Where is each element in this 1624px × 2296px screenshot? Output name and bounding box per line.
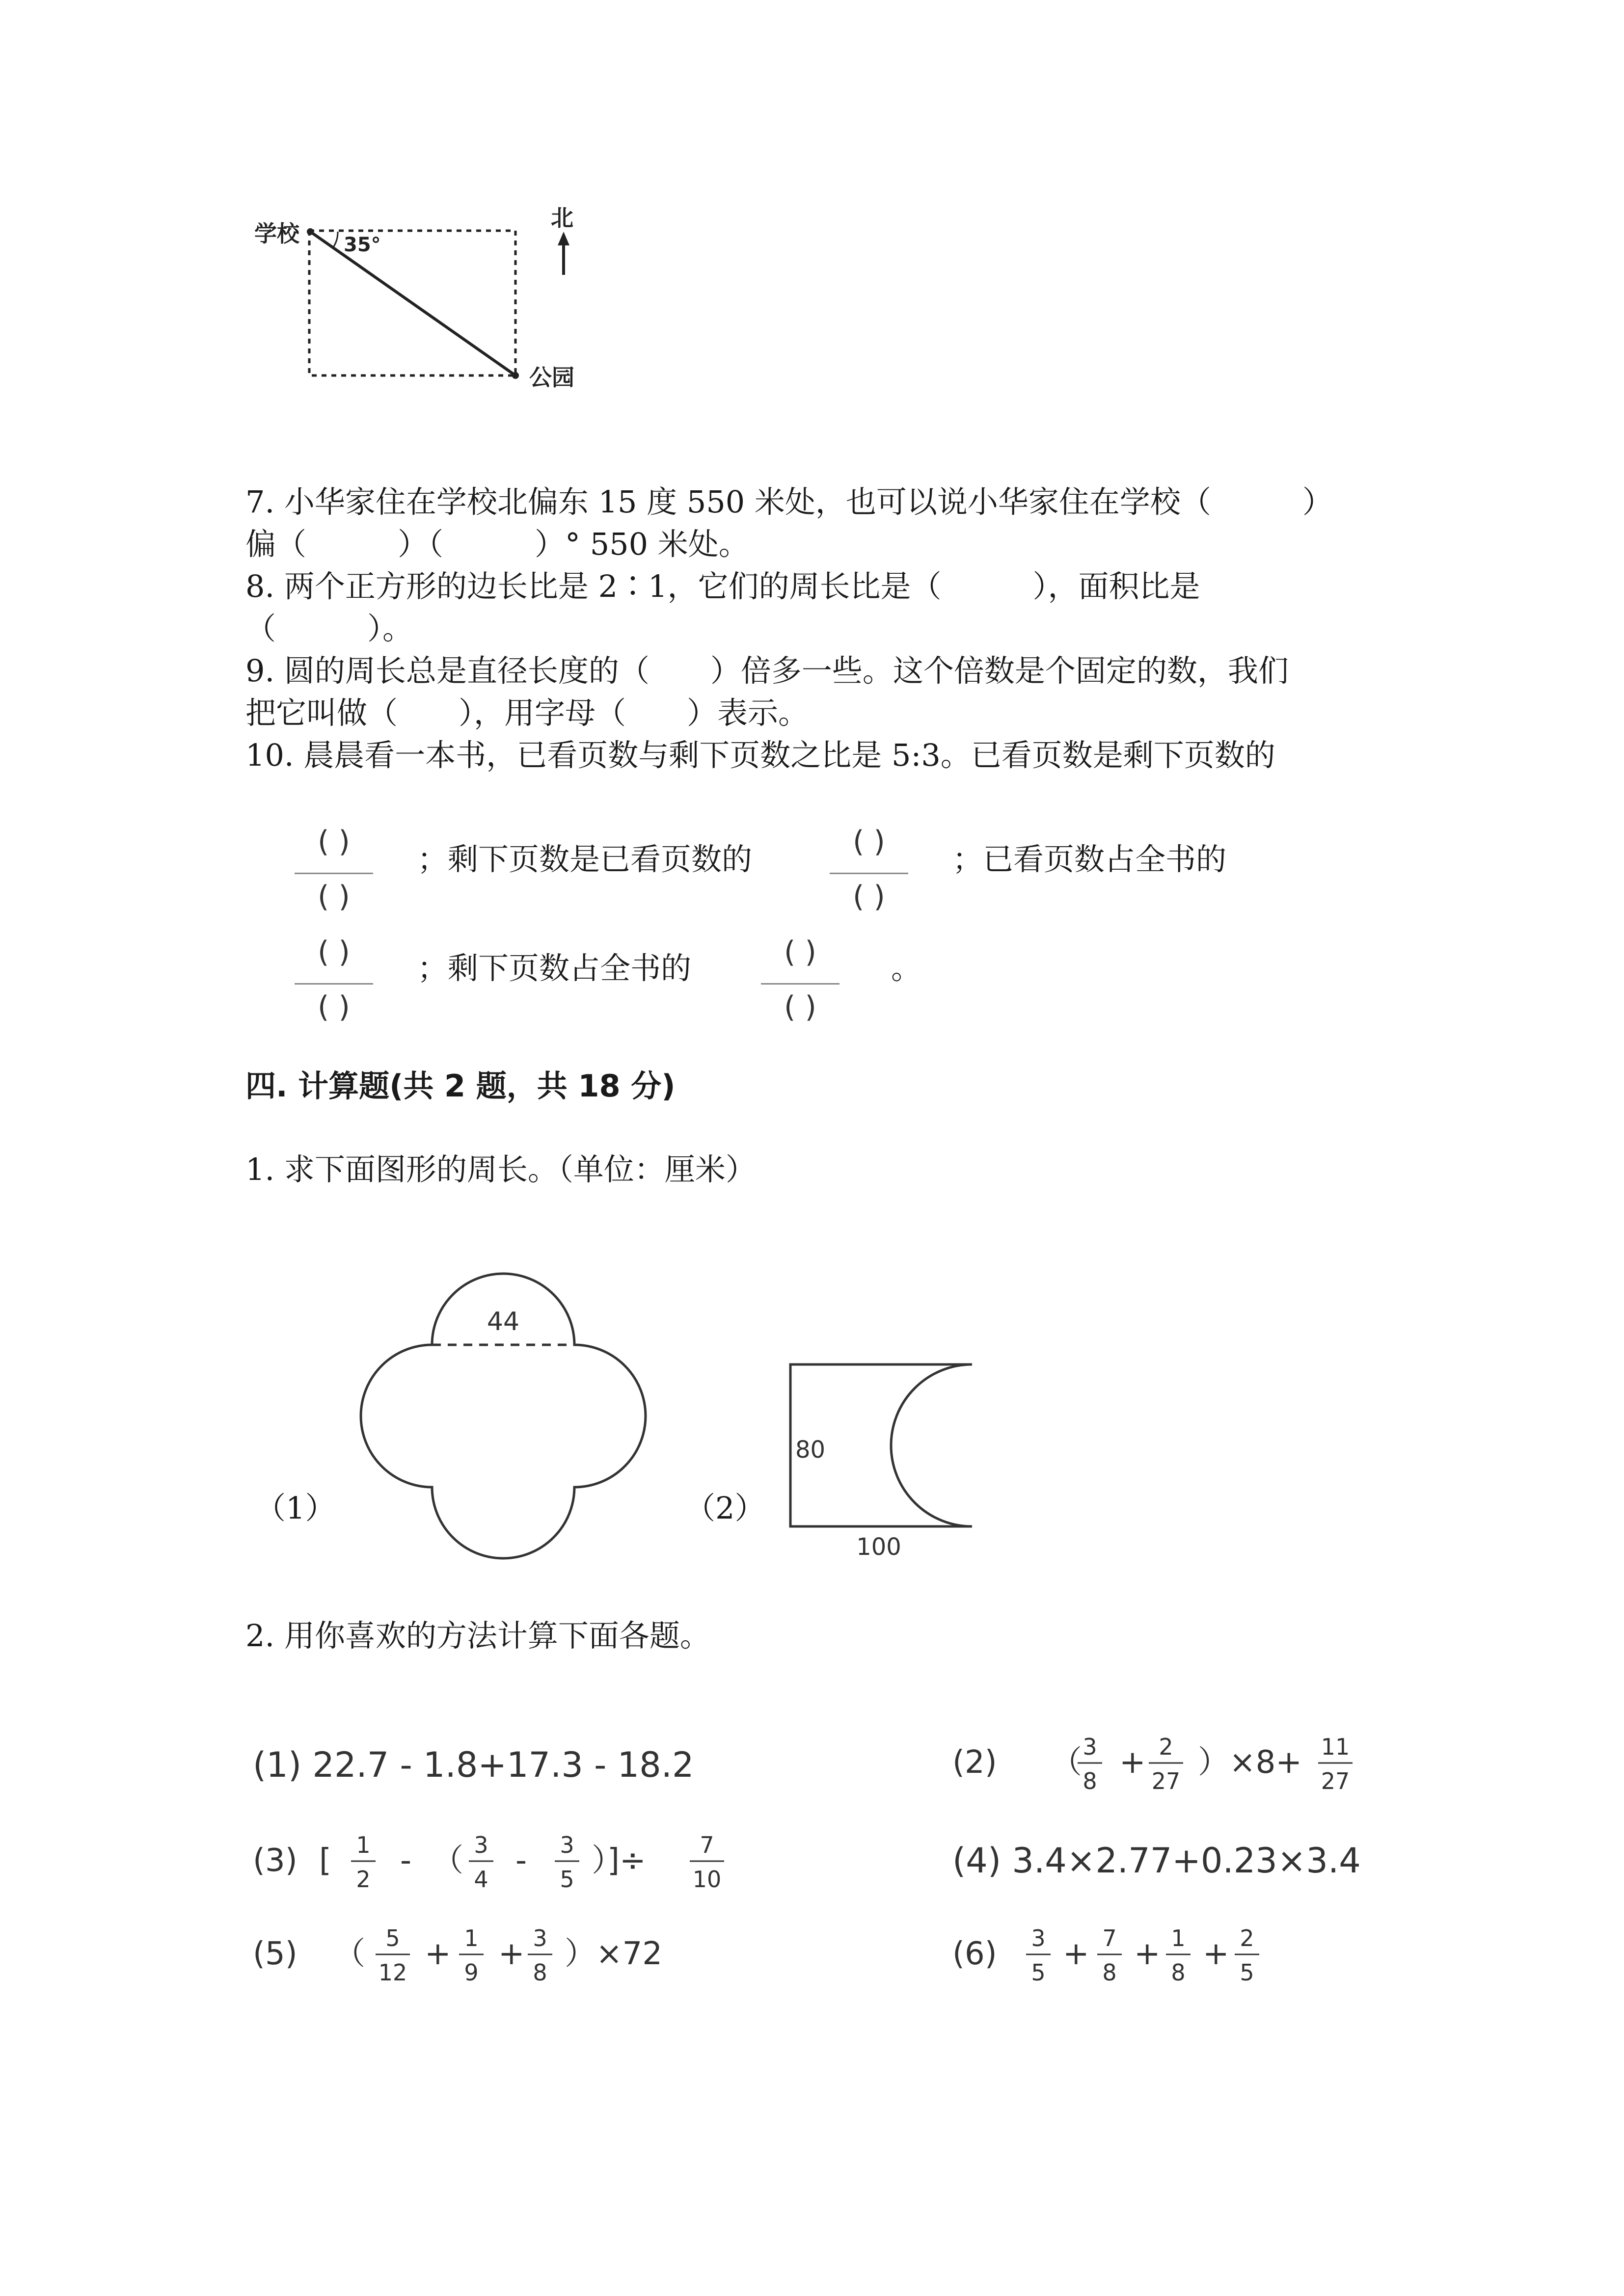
q8-line2: （ ）。	[245, 611, 413, 646]
fraction-blank[interactable]: ( ) ( )	[761, 935, 839, 1033]
fraction-blank[interactable]: ( ) ( )	[295, 935, 373, 1033]
svg-text:（: （	[1051, 1744, 1082, 1781]
svg-text:2: 2	[356, 1866, 371, 1893]
svg-text:3: 3	[1031, 1925, 1046, 1951]
q8-line1: 8. 两个正方形的边长比是 2∶1，它们的周长比是（ ），面积比是	[245, 568, 1200, 604]
fig1-label: （1）	[255, 1490, 336, 1526]
fraction-blank[interactable]: ( ) ( )	[830, 825, 908, 923]
svg-text:+: +	[425, 1936, 451, 1972]
svg-text:3: 3	[474, 1832, 488, 1858]
c2-question: 2. 用你喜欢的方法计算下面各题。	[245, 1618, 710, 1654]
svg-text:8: 8	[533, 1959, 547, 1986]
q10-text-c: ；剩下页数占全书的	[417, 950, 692, 986]
fraction-blank[interactable]: ( ) ( )	[295, 825, 373, 923]
problem-6	[952, 1919, 1296, 1998]
fig2-height: 80	[795, 1436, 826, 1464]
school-label: 学校	[254, 220, 299, 247]
svg-text:[: [	[319, 1842, 331, 1879]
svg-text:+: +	[1063, 1936, 1089, 1972]
q7-line1: 7. 小华家住在学校北偏东 15 度 550 米处，也可以说小华家住在学校（ ）	[245, 484, 1333, 520]
svg-text:2: 2	[1159, 1734, 1173, 1760]
svg-text:(5): (5)	[253, 1936, 298, 1972]
svg-text:5: 5	[1031, 1959, 1046, 1986]
svg-text:（: （	[334, 1936, 365, 1972]
svg-text:27: 27	[1151, 1768, 1181, 1794]
svg-text:3: 3	[560, 1832, 574, 1858]
svg-text:8: 8	[1171, 1959, 1186, 1986]
svg-text:(3): (3)	[253, 1842, 298, 1879]
svg-text:+: +	[498, 1936, 525, 1972]
problem-3	[253, 1826, 793, 1904]
q10-text-a: ；剩下页数是已看页数的	[417, 841, 753, 877]
cloud-shape-figure	[353, 1266, 658, 1571]
svg-text:）×8+: ）×8+	[1198, 1744, 1302, 1781]
svg-text:-: -	[515, 1842, 527, 1879]
problem-5	[253, 1919, 744, 1998]
fig1-value: 44	[487, 1307, 520, 1336]
park-label: 公园	[529, 364, 574, 391]
svg-text:10: 10	[692, 1866, 722, 1893]
q7-line2: 偏（ ）（ ）° 550 米处。	[245, 526, 749, 562]
svg-text:5: 5	[1240, 1959, 1254, 1986]
svg-text:5: 5	[385, 1925, 400, 1951]
problem-4: (4) 3.4×2.77+0.23×3.4	[952, 1841, 1361, 1881]
svg-text:）×72: ）×72	[565, 1936, 663, 1972]
rectangle-semicircle-figure	[766, 1345, 992, 1561]
svg-text:3: 3	[533, 1925, 547, 1951]
svg-text:9: 9	[464, 1959, 479, 1986]
svg-text:-: -	[400, 1842, 412, 1879]
angle-label: 35°	[344, 234, 381, 256]
svg-text:(6): (6)	[952, 1936, 997, 1972]
svg-text:3: 3	[1083, 1734, 1097, 1760]
svg-text:5: 5	[560, 1866, 574, 1893]
svg-text:4: 4	[474, 1866, 488, 1893]
svg-text:）]÷: ）]÷	[592, 1842, 646, 1879]
fig2-width: 100	[856, 1533, 901, 1561]
svg-text:8: 8	[1083, 1768, 1097, 1794]
svg-text:12: 12	[378, 1959, 407, 1986]
problem-2	[952, 1728, 1404, 1806]
svg-text:8: 8	[1102, 1959, 1117, 1986]
q10-line1: 10. 晨晨看一本书，已看页数与剩下页数之比是 5:3。已看页数是剩下页数的	[245, 737, 1275, 773]
c1-question: 1. 求下面图形的周长。（单位：厘米）	[245, 1151, 756, 1187]
svg-text:（: （	[432, 1842, 463, 1879]
svg-text:1: 1	[1171, 1925, 1186, 1951]
svg-text:(2): (2)	[952, 1744, 997, 1781]
direction-map-figure	[245, 196, 619, 407]
svg-text:2: 2	[1240, 1925, 1254, 1951]
svg-text:11: 11	[1321, 1734, 1350, 1760]
svg-text:7: 7	[1102, 1925, 1117, 1951]
svg-text:1: 1	[356, 1832, 371, 1858]
svg-text:+: +	[1134, 1936, 1161, 1972]
q9-line1: 9. 圆的周长总是直径长度的（ ）倍多一些。这个倍数是个固定的数，我们	[245, 653, 1289, 689]
svg-text:1: 1	[464, 1925, 479, 1951]
q10-end: 。	[891, 950, 922, 986]
q10-text-b: ；已看页数占全书的	[952, 841, 1227, 877]
q9-line2: 把它叫做（ ），用字母（ ）表示。	[245, 695, 809, 731]
problem-1: (1) 22.7 - 1.8+17.3 - 18.2	[253, 1745, 694, 1785]
svg-text:+: +	[1203, 1936, 1229, 1972]
section-title: 四. 计算题(共 2 题，共 18 分)	[245, 1068, 676, 1104]
north-label: 北	[551, 205, 573, 231]
svg-text:7: 7	[700, 1832, 714, 1858]
svg-text:27: 27	[1321, 1768, 1350, 1794]
svg-text:+: +	[1119, 1744, 1146, 1781]
fig2-label: （2）	[685, 1490, 765, 1526]
